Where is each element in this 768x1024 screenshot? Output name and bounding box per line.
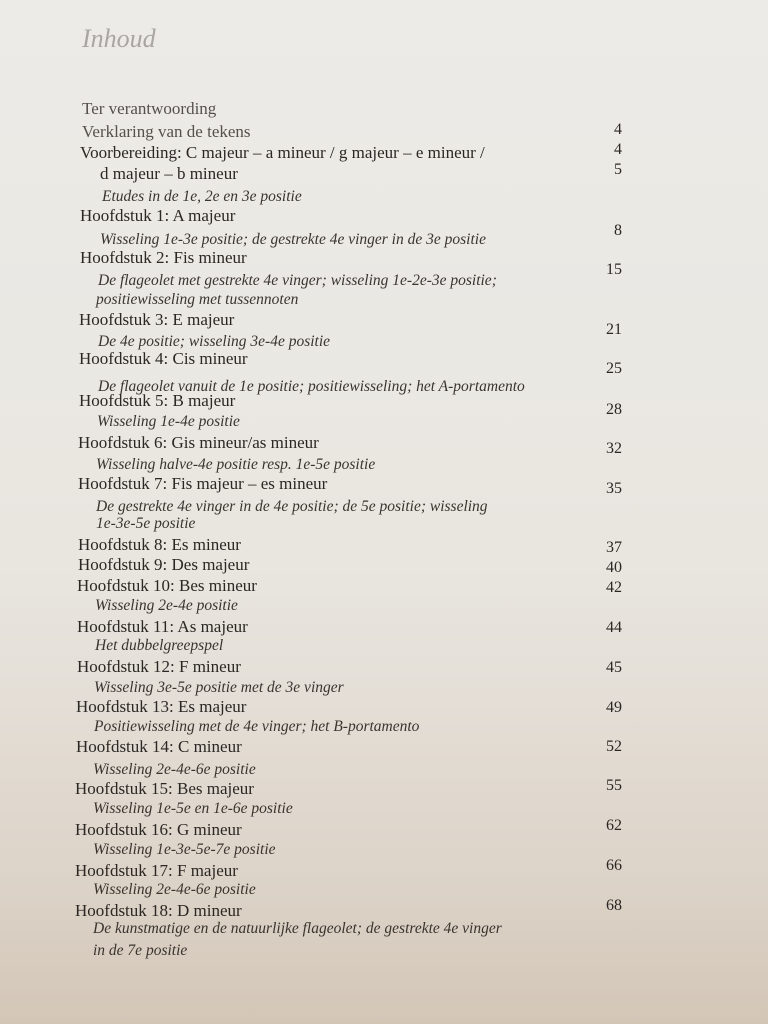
page-number: 55 [606, 777, 622, 794]
toc-subentry: 1e-3e-5e positie [96, 515, 196, 532]
page-number: 28 [606, 401, 622, 418]
page-number: 25 [606, 360, 622, 377]
toc-subentry: Etudes in de 1e, 2e en 3e positie [102, 188, 302, 205]
toc-subentry: positiewisseling met tussennoten [96, 291, 299, 308]
toc-subentry: De gestrekte 4e vinger in de 4e positie; de 5e positie; wisseling [96, 498, 488, 515]
toc-entry: Hoofdstuk 8: Es mineur [78, 535, 241, 554]
toc-entry: Hoofdstuk 18: D mineur [75, 901, 242, 920]
page-number: 4 [614, 141, 622, 158]
toc-subentry: Het dubbelgreepspel [95, 637, 224, 654]
toc-entry: Hoofdstuk 11: As majeur [77, 617, 248, 636]
page-number: 62 [606, 817, 622, 834]
page-number: 37 [606, 539, 622, 556]
toc-entry: Hoofdstuk 12: F mineur [77, 657, 241, 676]
toc-subentry: Wisseling 2e-4e-6e positie [93, 761, 256, 778]
toc-entry: Hoofdstuk 17: F majeur [75, 861, 238, 880]
toc-entry: Hoofdstuk 16: G mineur [75, 820, 242, 839]
toc-entry: Hoofdstuk 3: E majeur [79, 310, 235, 329]
page-number: 40 [606, 559, 622, 576]
toc-entry: Hoofdstuk 1: A majeur [80, 206, 236, 225]
page-number: 8 [614, 222, 622, 239]
toc-entry: d majeur – b mineur [100, 164, 238, 183]
page-number: 42 [606, 579, 622, 596]
page-number: 52 [606, 738, 622, 755]
toc-entry: Hoofdstuk 13: Es majeur [76, 697, 247, 716]
toc-subentry: Wisseling 3e-5e positie met de 3e vinger [94, 679, 344, 696]
page-number: 49 [606, 699, 622, 716]
toc-entry: Ter verantwoording [82, 99, 217, 118]
toc-subentry: Wisseling 1e-5e en 1e-6e positie [93, 800, 293, 817]
page-number: 21 [606, 321, 622, 338]
toc-subentry: De flageolet vanuit de 1e positie; positiewisseling; het A-portamento [98, 378, 525, 395]
toc-subentry: Wisseling halve-4e positie resp. 1e-5e positie [96, 456, 376, 473]
toc-subentry: De flageolet met gestrekte 4e vinger; wisseling 1e-2e-3e positie; [98, 272, 497, 289]
toc-subentry: Wisseling 1e-3e-5e-7e positie [93, 841, 276, 858]
toc-subentry: in de 7e positie [93, 942, 188, 959]
toc-entry: Voorbereiding: C majeur – a mineur / g majeur – e mineur / [80, 143, 485, 162]
page-number: 32 [606, 440, 622, 457]
page-number: 4 [614, 121, 622, 138]
toc-subentry: Wisseling 1e-3e positie; de gestrekte 4e vinger in de 3e positie [100, 231, 486, 248]
toc-subentry: Wisseling 2e-4e-6e positie [93, 881, 256, 898]
toc-entry: Hoofdstuk 5: B majeur [79, 391, 236, 410]
toc-entry: Hoofdstuk 2: Fis mineur [80, 248, 247, 267]
page-number: 68 [606, 897, 622, 914]
page-number: 5 [614, 161, 622, 178]
toc-entry: Hoofdstuk 9: Des majeur [78, 555, 250, 574]
toc-entry: Hoofdstuk 14: C mineur [76, 737, 242, 756]
page-title: Inhoud [82, 24, 156, 53]
toc-subentry: De kunstmatige en de natuurlijke flageolet; de gestrekte 4e vinger [93, 920, 502, 937]
page-number: 15 [606, 261, 622, 278]
page-number: 44 [606, 619, 622, 636]
page-number: 45 [606, 659, 622, 676]
toc-subentry: Wisseling 2e-4e positie [95, 597, 238, 614]
toc-entry: Hoofdstuk 10: Bes mineur [77, 576, 257, 595]
page-number: 66 [606, 857, 622, 874]
toc-entry: Hoofdstuk 15: Bes majeur [75, 779, 254, 798]
toc-entry: Hoofdstuk 7: Fis majeur – es mineur [78, 474, 328, 493]
toc-subentry: De 4e positie; wisseling 3e-4e positie [98, 333, 331, 350]
toc-subentry: Wisseling 1e-4e positie [97, 413, 240, 430]
toc-entry: Hoofdstuk 4: Cis mineur [79, 349, 248, 368]
toc-entry: Verklaring van de tekens [82, 122, 251, 141]
toc-entry: Hoofdstuk 6: Gis mineur/as mineur [78, 433, 319, 452]
page-number: 35 [606, 480, 622, 497]
toc-subentry: Positiewisseling met de 4e vinger; het B-portamento [94, 718, 420, 735]
